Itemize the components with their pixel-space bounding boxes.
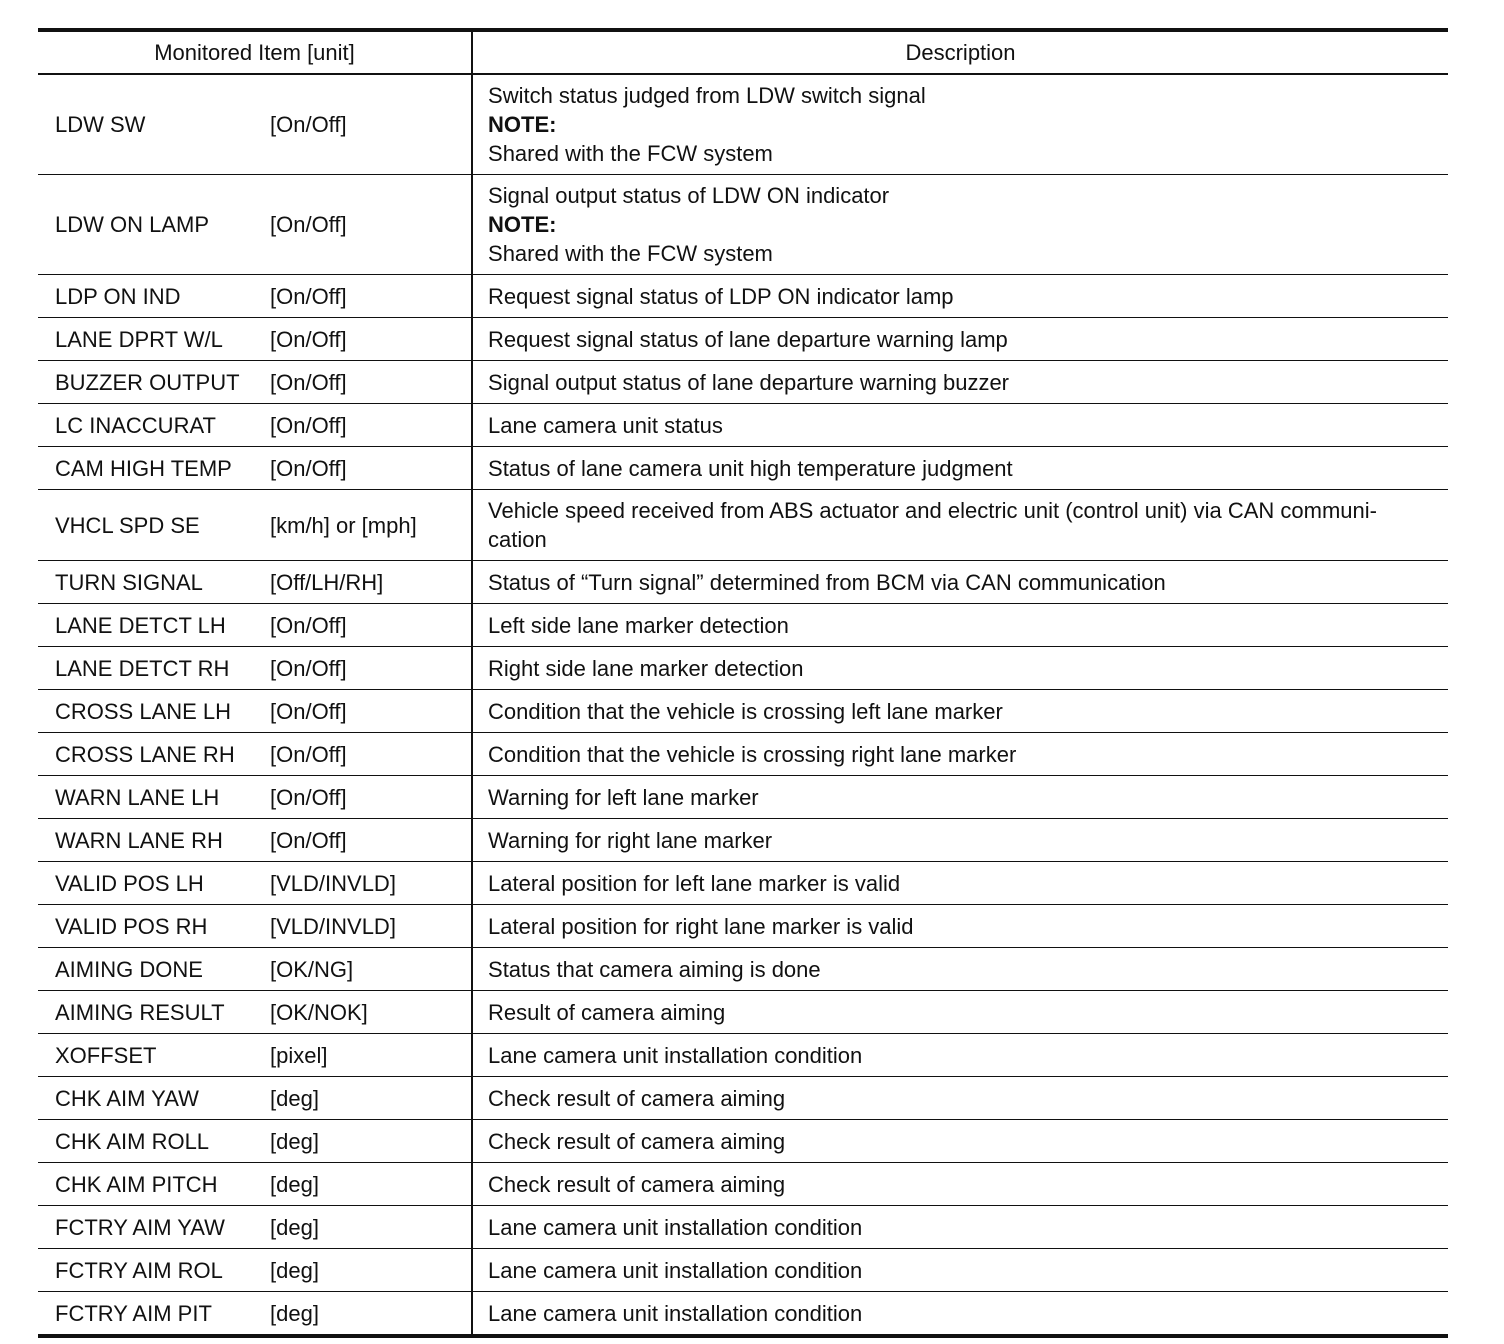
description-cell: [472, 1120, 1448, 1163]
note-label: NOTE:: [488, 112, 557, 137]
description-cell: [472, 1292, 1448, 1337]
monitored-item-unit: [On/Off]: [270, 175, 472, 275]
table-row: [38, 1206, 1448, 1249]
monitored-item-name: LDW SW: [55, 112, 146, 137]
description-text: Vehicle speed received from ABS actuator and electric unit (control unit) via CAN communi-: [488, 498, 1377, 523]
description-cell: [472, 991, 1448, 1034]
table-header: [38, 30, 1448, 74]
monitored-item-name: LANE DETCT LH: [55, 612, 226, 638]
note-label: NOTE:: [488, 212, 557, 237]
monitored-item-unit: [Off/LH/RH]: [270, 561, 472, 604]
description-cell: [472, 647, 1448, 690]
monitored-item-name: WARN LANE RH: [55, 827, 223, 853]
monitored-item-name: CHK AIM PITCH: [55, 1171, 218, 1197]
description-cell: [472, 733, 1448, 776]
table-row: [38, 1163, 1448, 1206]
table-row: [38, 1292, 1448, 1337]
description-cell: [472, 819, 1448, 862]
description-text: Check result of camera aiming: [488, 1128, 786, 1154]
description-text: Lane camera unit installation condition: [488, 1042, 863, 1068]
description-text: Left side lane marker detection: [488, 612, 789, 638]
monitored-item-unit: [deg]: [270, 1292, 472, 1337]
table-row: [38, 604, 1448, 647]
table-row: [38, 733, 1448, 776]
table-row: [38, 447, 1448, 490]
monitor-item-table: [38, 28, 1448, 1338]
description-text: Request signal status of LDP ON indicator lamp: [488, 283, 954, 309]
description-text: Status of lane camera unit high temperature judgment: [488, 455, 1013, 481]
monitored-item-name: VALID POS LH: [55, 870, 204, 896]
monitored-item-name: CHK AIM ROLL: [55, 1128, 210, 1154]
table-row: [38, 561, 1448, 604]
monitored-item-unit: [VLD/INVLD]: [270, 862, 472, 905]
description-text: Status that camera aiming is done: [488, 956, 821, 982]
description-text: Lateral position for right lane marker is valid: [488, 913, 914, 939]
description-text: Result of camera aiming: [488, 999, 726, 1025]
description-cell: [472, 275, 1448, 318]
monitored-item-unit: [On/Off]: [270, 819, 472, 862]
monitored-item-unit: [On/Off]: [270, 604, 472, 647]
description-cell: [472, 1163, 1448, 1206]
description-cell: [472, 404, 1448, 447]
table-row: [38, 361, 1448, 404]
monitored-item-name: CROSS LANE LH: [55, 698, 232, 724]
description-cell: [472, 1249, 1448, 1292]
header-description: Description: [905, 40, 1016, 65]
header-monitored-item: Monitored Item [unit]: [38, 30, 472, 74]
description-text: Request signal status of lane departure warning lamp: [488, 326, 1008, 352]
monitored-item-name: LDP ON IND: [55, 283, 181, 309]
description-cell: [472, 74, 1448, 175]
description-text: Check result of camera aiming: [488, 1085, 786, 1111]
description-text: Lateral position for left lane marker is valid: [488, 870, 901, 896]
monitored-item-unit: [On/Off]: [270, 361, 472, 404]
monitored-item-name: LDW ON LAMP: [55, 212, 210, 237]
table-row: [38, 175, 1448, 275]
monitored-item-name: LANE DPRT W/L: [55, 326, 223, 352]
monitored-item-unit: [VLD/INVLD]: [270, 905, 472, 948]
table-row: [38, 1120, 1448, 1163]
description-cell: [472, 561, 1448, 604]
table-row: [38, 318, 1448, 361]
table-row: [38, 74, 1448, 175]
description-text: Warning for left lane marker: [488, 784, 759, 810]
table-row: [38, 1034, 1448, 1077]
table-row: [38, 690, 1448, 733]
description-text: Signal output status of LDW ON indicator: [488, 183, 890, 208]
table-row: [38, 862, 1448, 905]
description-text: Condition that the vehicle is crossing left lane marker: [488, 698, 1003, 724]
monitored-item-unit: [On/Off]: [270, 74, 472, 175]
description-cell: [472, 948, 1448, 991]
table-row: [38, 819, 1448, 862]
description-text: Right side lane marker detection: [488, 655, 804, 681]
monitored-item-name: LC INACCURAT: [55, 412, 216, 438]
monitored-item-name: AIMING DONE: [55, 956, 203, 982]
monitored-item-unit: [km/h] or [mph]: [270, 490, 472, 561]
table-row: [38, 948, 1448, 991]
description-text: Status of “Turn signal” determined from BCM via CAN communication: [488, 569, 1166, 595]
table-row: [38, 776, 1448, 819]
description-text: Lane camera unit installation condition: [488, 1214, 863, 1240]
monitored-item-name: VHCL SPD SE: [55, 512, 200, 538]
table-row: [38, 490, 1448, 561]
monitored-item-unit: [deg]: [270, 1249, 472, 1292]
monitored-item-unit: [On/Off]: [270, 690, 472, 733]
monitored-item-name: FCTRY AIM YAW: [55, 1214, 225, 1240]
description-cell: [472, 447, 1448, 490]
monitored-item-unit: [On/Off]: [270, 647, 472, 690]
monitored-item-name: AIMING RESULT: [55, 999, 225, 1025]
table-row: [38, 905, 1448, 948]
header-row: [38, 30, 1448, 74]
monitored-item-name: TURN SIGNAL: [55, 569, 203, 595]
monitored-item-unit: [On/Off]: [270, 447, 472, 490]
table-row: [38, 404, 1448, 447]
monitored-item-name: BUZZER OUTPUT: [55, 369, 240, 395]
note-text: Shared with the FCW system: [488, 241, 773, 266]
monitored-item-unit: [deg]: [270, 1120, 472, 1163]
description-cell: [472, 862, 1448, 905]
table-body: [38, 74, 1448, 1336]
description-text: Switch status judged from LDW switch signal: [488, 83, 926, 108]
monitored-item-unit: [On/Off]: [270, 404, 472, 447]
monitored-item-unit: [deg]: [270, 1163, 472, 1206]
description-cell: [472, 1206, 1448, 1249]
monitored-item-unit: [OK/NG]: [270, 948, 472, 991]
monitored-item-name: WARN LANE LH: [55, 784, 220, 810]
monitored-item-name: CHK AIM YAW: [55, 1085, 199, 1111]
monitored-item-unit: [deg]: [270, 1206, 472, 1249]
description-text: Signal output status of lane departure warning buzzer: [488, 369, 1010, 395]
description-text: Warning for right lane marker: [488, 827, 773, 853]
description-text: Condition that the vehicle is crossing right lane marker: [488, 741, 1017, 767]
table-row: [38, 991, 1448, 1034]
monitored-item-name: CROSS LANE RH: [55, 741, 235, 767]
description-cell: [472, 175, 1448, 275]
monitored-item-unit: [On/Off]: [270, 275, 472, 318]
note-text: Shared with the FCW system: [488, 141, 773, 166]
monitored-item-name: FCTRY AIM ROL: [55, 1257, 223, 1283]
description-text: Lane camera unit installation condition: [488, 1300, 863, 1326]
monitored-item-unit: [OK/NOK]: [270, 991, 472, 1034]
description-cell: [472, 604, 1448, 647]
monitored-item-name: XOFFSET: [55, 1042, 157, 1068]
monitored-item-unit: [pixel]: [270, 1034, 472, 1077]
monitored-item-unit: [deg]: [270, 1077, 472, 1120]
description-cell: [472, 318, 1448, 361]
monitored-item-unit: [On/Off]: [270, 733, 472, 776]
monitored-item-name: CAM HIGH TEMP: [55, 455, 232, 481]
description-cell: [472, 1077, 1448, 1120]
description-cell: [472, 905, 1448, 948]
description-text: Lane camera unit status: [488, 412, 723, 438]
description-cell: [472, 1034, 1448, 1077]
description-cell: [472, 776, 1448, 819]
monitored-item-name: VALID POS RH: [55, 913, 208, 939]
table-row: [38, 1249, 1448, 1292]
description-cell: [472, 690, 1448, 733]
description-text-continued: cation: [488, 527, 547, 552]
monitored-item-unit: [On/Off]: [270, 318, 472, 361]
description-cell: [472, 361, 1448, 404]
table-row: [38, 647, 1448, 690]
monitored-item-unit: [On/Off]: [270, 776, 472, 819]
description-text: Check result of camera aiming: [488, 1171, 786, 1197]
description-cell: [472, 490, 1448, 561]
description-text: Lane camera unit installation condition: [488, 1257, 863, 1283]
table-row: [38, 275, 1448, 318]
monitored-item-name: LANE DETCT RH: [55, 655, 230, 681]
table-row: [38, 1077, 1448, 1120]
monitored-item-name: FCTRY AIM PIT: [55, 1300, 212, 1326]
